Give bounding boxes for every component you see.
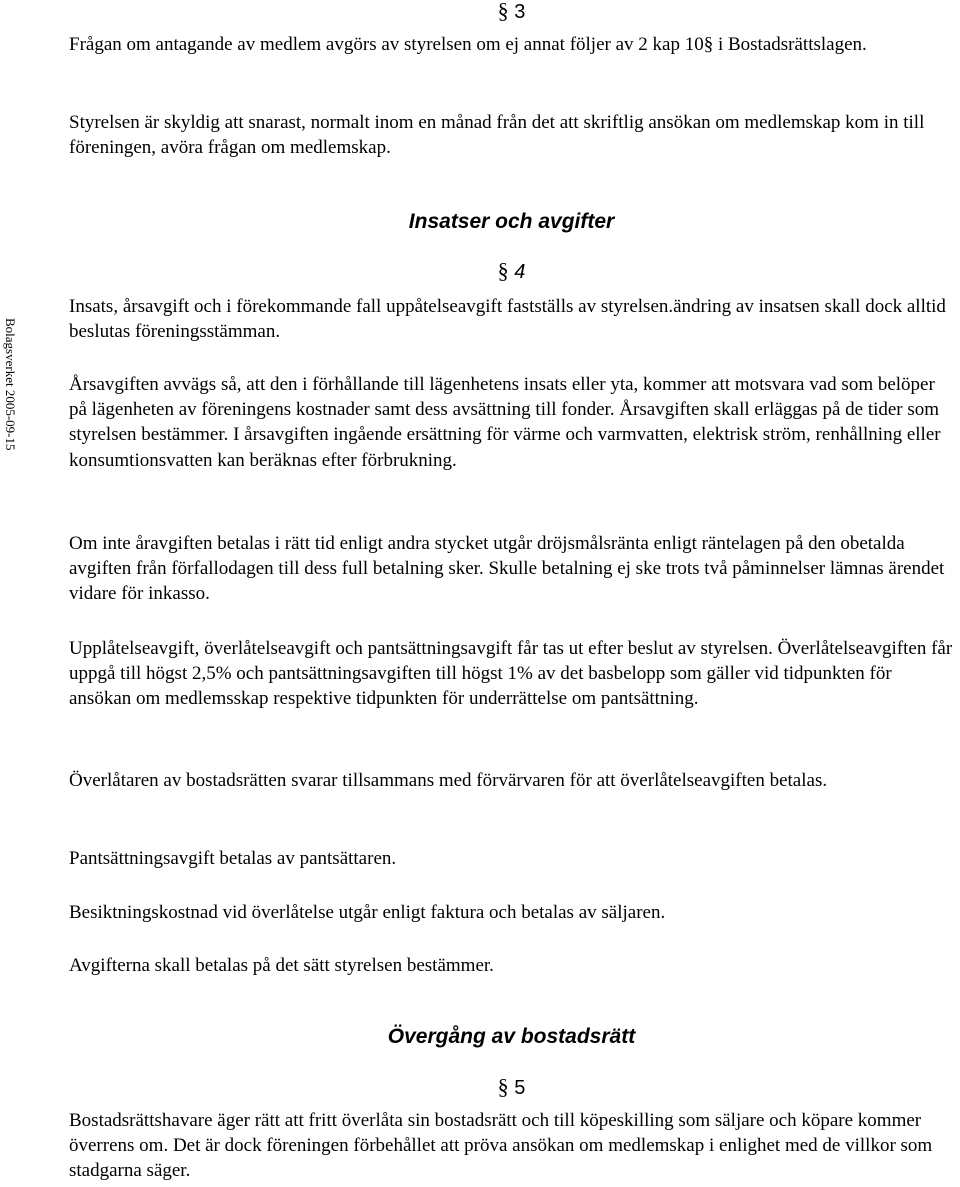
paragraph-board-obligation: Styrelsen är skyldig att snarast, normalt inom en månad från det att skriftlig ansökan om medlemskap kom in till föreningen, avöra frågan om medlemskap. bbox=[69, 112, 925, 159]
paragraph-late-payment: Om inte åravgiften betalas i rätt tid enligt andra stycket utgår dröjsmålsränta enligt räntelagen på den obetalda avgiften från förfallodagen till dess full betalning sker. Skulle betalning ej ske trots två påminnelser lämnas ärendet vidare för inkasso. bbox=[69, 533, 945, 605]
paragraph-inspection-cost: Besiktningskostnad vid överlåtelse utgår enligt faktura och betalas av säljaren. bbox=[69, 902, 666, 923]
section-5-marker bbox=[69, 1074, 954, 1100]
section-3-marker bbox=[69, 0, 954, 24]
paragraph-insats-arsavgift: Insats, årsavgift och i förekommande fall uppåtelseavgift fastställs av styrelsen.ändring av insatsen skall dock alltid beslutas föreningsstämman. bbox=[69, 296, 946, 343]
paragraph-pledge-fee: Pantsättningsavgift betalas av pantsättaren. bbox=[69, 848, 397, 869]
paragraph-transfer-rights: Bostadsrättshavare äger rätt att fritt överlåta sin bostadsrätt och till köpeskilling som säljare och köpare kommer överrens om. Det är dock föreningen förbehållet att pröva ansökan om medlemskap i enlighet med de villkor som stadgarna säger. bbox=[69, 1110, 933, 1182]
section-4-marker bbox=[69, 258, 954, 284]
paragraph-fees: Upplåtelseavgift, överlåtelseavgift och pantsättningsavgift får tas ut efter beslut av styrelsen. Överlåtelseavgiften får uppgå till högst 2,5% och pantsättningsavgiften till högst 1% av det basbelopp som gäller vid tidpunkten för ansökan om medlemsskap respektive tidpunkten för underrättelse om pantsättning. bbox=[69, 638, 953, 710]
paragraph-transfer-fee-liability: Överlåtaren av bostadsrätten svarar tillsammans med förvärvaren för att överlåtelseavgiften betalas. bbox=[69, 770, 828, 791]
paragraph-payment-method: Avgifterna skall betalas på det sätt styrelsen bestämmer. bbox=[69, 955, 494, 976]
registration-stamp bbox=[2, 318, 20, 588]
section-number: 5 bbox=[514, 1077, 526, 1099]
heading-overgang-av-bostadsratt: Övergång av bostadsrätt bbox=[387, 1025, 636, 1048]
paragraph-arsavgift-calculation: Årsavgiften avvägs så, att den i förhållande till lägenhetens insats eller yta, kommer att motsvara vad som belöper på lägenheten av föreningens kostnader samt dess avsättning till fonder. Årsavgiften skall erläggas på de tider som styrelsen bestämmer. I årsavgiften ingående ersättning för värme och varmvatten, elektrisk ström, renhållning eller konsumtionsvatten kan beräknas efter förbrukning. bbox=[69, 374, 941, 471]
section-number: 3 bbox=[514, 1, 526, 23]
paragraph-membership-decision: Frågan om antagande av medlem avgörs av styrelsen om ej annat följer av 2 kap 10§ i Bostadsrättslagen. bbox=[69, 34, 867, 55]
section-symbol: § bbox=[497, 1074, 509, 1099]
section-number: 4 bbox=[514, 261, 526, 283]
heading-insatser-och-avgifter: Insatser och avgifter bbox=[408, 210, 615, 233]
registration-stamp-text: Bolagsverket 2005-09-15 bbox=[3, 318, 18, 451]
section-symbol: § bbox=[497, 0, 509, 23]
section-symbol: § bbox=[497, 258, 509, 283]
